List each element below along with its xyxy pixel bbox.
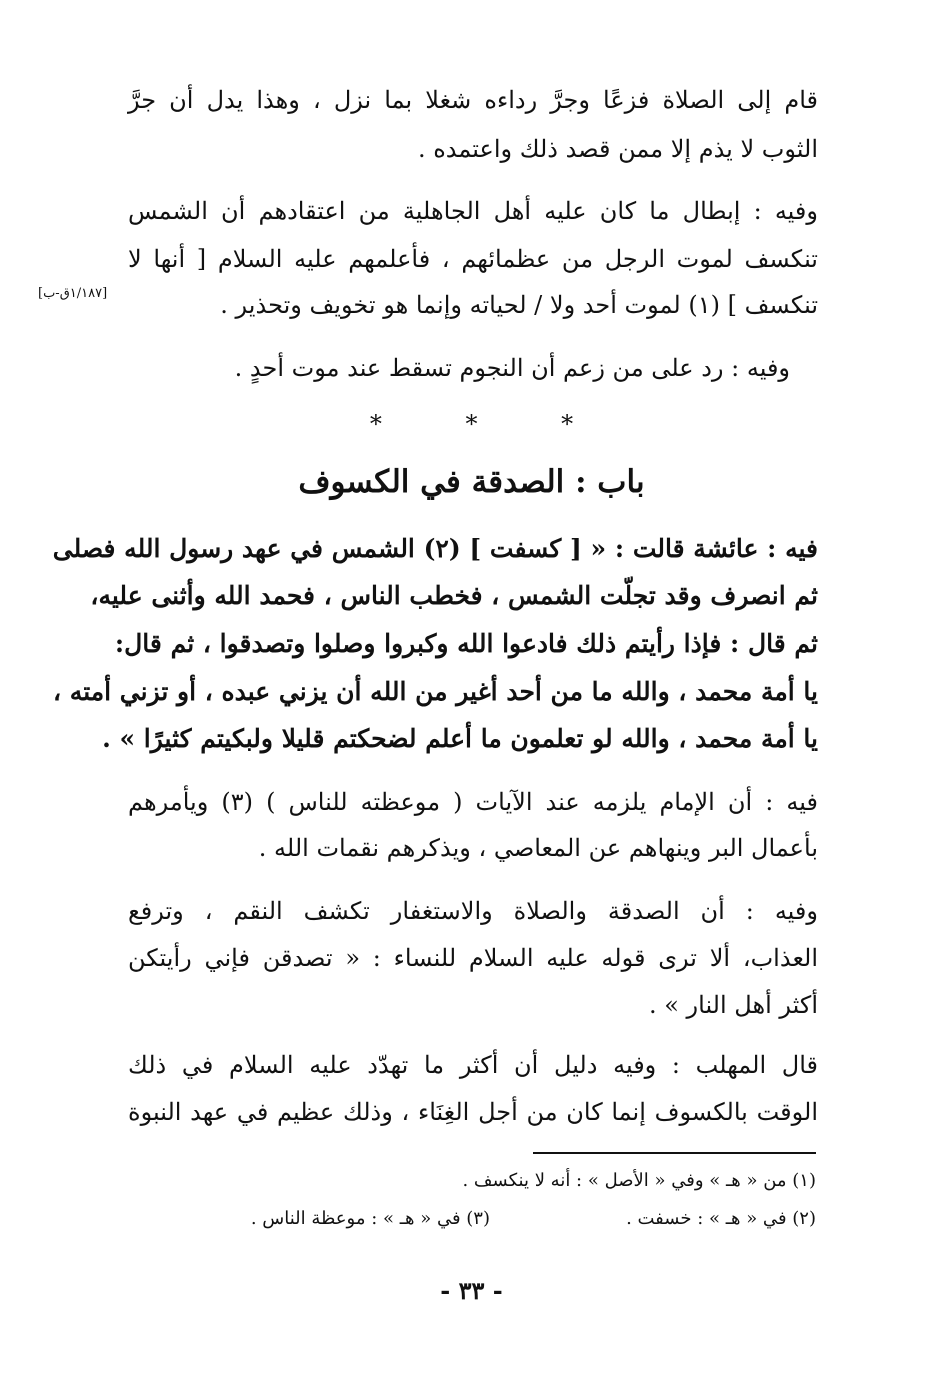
body-line-6: وفيه : رد على من زعم أن النجوم تسقط عند موت أحدٍ . — [234, 354, 790, 382]
section-separator — [0, 410, 943, 438]
hadith-line-3: ثم قال : فإذا رأيتم ذلك فادعوا الله وكبروا وصلوا وتصدقوا ، ثم قال: — [114, 629, 818, 658]
footnote-1: (١) من « هـ » وفي « الأصل » : أنه لا ينكسف . — [462, 1170, 816, 1191]
hadith-line-2: ثم انصرف وقد تجلّت الشمس ، فخطب الناس ، فحمد الله وأثنى عليه، — [90, 581, 818, 610]
commentary-line-5: أكثر أهل النار » . — [648, 991, 818, 1019]
commentary-line-7: الوقت بالكسوف إنما كان من أجل الغِنَاء ، وذلك عظيم في عهد النبوة — [128, 1098, 818, 1126]
body-line-1: قام إلى الصلاة فزعًا وجرَّ رداءه شغلا بما نزل ، وهذا يدل أن جرَّ — [128, 86, 818, 114]
commentary-line-4: العذاب، ألا ترى قوله عليه السلام للنساء : « تصدقن فإني رأيتكن — [128, 944, 818, 972]
footnote-3: (٣) في « هـ » : موعظة الناس . — [250, 1208, 490, 1229]
commentary-line-3: وفيه : أن الصدقة والصلاة والاستغفار تكشف النقم ، وترفع — [128, 897, 818, 925]
footnote-2: (٢) في « هـ » : خسفت . — [626, 1208, 816, 1229]
footnote-divider — [533, 1152, 816, 1154]
body-line-4: تنكسف لموت الرجل من عظمائهم ، فأعلمهم عليه السلام [ أنها لا — [128, 245, 818, 273]
hadith-line-5: يا أمة محمد ، والله لو تعلمون ما أعلم لضحكتم قليلا ولبكيتم كثيرًا » . — [102, 724, 818, 753]
commentary-line-1: فيه : أن الإمام يلزمه عند الآيات ( موعظته للناس ) (٣) ويأمرهم — [128, 788, 818, 816]
body-line-2: الثوب لا يذم إلا ممن قصد ذلك واعتمده . — [417, 135, 818, 163]
commentary-line-2: بأعمال البر وينهاهم عن المعاصي ، ويذكرهم نقمات الله . — [258, 834, 818, 862]
body-line-3: وفيه : إبطال ما كان عليه أهل الجاهلية من اعتقادهم أن الشمس — [128, 197, 818, 225]
chapter-heading: باب : الصدقة في الكسوف — [298, 464, 645, 500]
page-number: - ٣٣ - — [440, 1276, 503, 1305]
separator-star: * — [561, 410, 574, 438]
manuscript-folio-reference: [١/١٨٧ق-ب] — [38, 286, 108, 301]
hadith-line-4: يا أمة محمد ، والله ما من أحد أغير من الله أن يزني عبده ، أو تزني أمته ، — [53, 677, 818, 706]
separator-star: * — [465, 410, 478, 438]
commentary-line-6: قال المهلب : وفيه دليل أن أكثر ما تهدّد عليه السلام في ذلك — [128, 1051, 818, 1079]
hadith-line-1: فيه : عائشة قالت : « [ كسفت ] (٢) الشمس في عهد رسول الله فصلى — [52, 534, 818, 563]
body-line-5: تنكسف ] (١) لموت أحد ولا / لحياته وإنما هو تخويف وتحذير . — [220, 291, 818, 319]
separator-star: * — [369, 410, 382, 438]
